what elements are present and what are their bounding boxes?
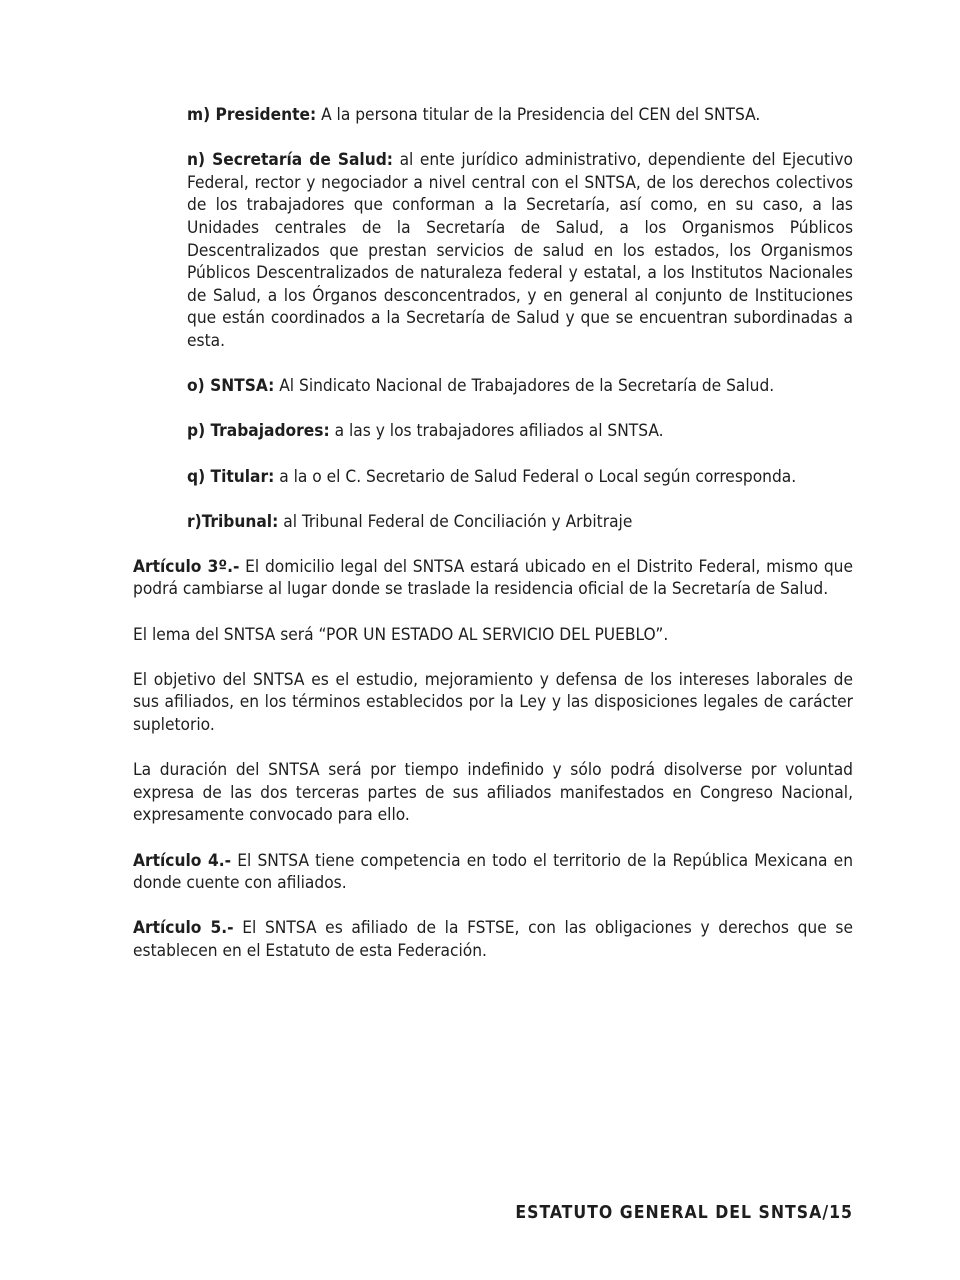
- article-text: El SNTSA tiene competencia en todo el territorio de la República Mexicana en donde cuente con afiliados.: [133, 850, 853, 894]
- definition-p: [133, 420, 853, 443]
- definition-term: r)Tribunal:: [187, 511, 279, 532]
- definition-term: o) SNTSA:: [187, 376, 275, 397]
- definition-n: [133, 149, 853, 352]
- definition-text: Al Sindicato Nacional de Trabajadores de la Secretaría de Salud.: [279, 376, 775, 397]
- article-3: [133, 556, 853, 601]
- definition-text: al ente jurídico administrativo, dependiente del Ejecutivo Federal, rector y negociador a nivel central con el SNTSA, de los derechos colectivos de los trabajadores que conforman a la Secretaría, así como, en su caso, a las Unidades centrales de la Secretaría de Salud, a los Organismos Públicos Descentralizados que prestan servicios de salud en los estados, los Organismos Públicos Descentralizados de naturaleza federal y estatal, a los Institutos Nacionales de Salud, a los Órganos desconcentrados, y en general al conjunto de Instituciones que están coordinados a la Secretaría de Salud y que se encuentran subordinadas a esta.: [187, 150, 853, 351]
- definition-text: A la persona titular de la Presidencia del CEN del SNTSA.: [321, 105, 761, 125]
- definition-m: [133, 104, 853, 127]
- article-heading: Artículo 4.-: [133, 850, 232, 871]
- article-heading: Artículo 3º.-: [133, 556, 240, 577]
- definition-text: a las y los trabajadores afiliados al SNTSA.: [334, 421, 664, 442]
- article-text: El domicilio legal del SNTSA estará ubicado en el Distrito Federal, mismo que podrá cambiarse al lugar donde se traslade la residencia oficial de la Secretaría de Salud.: [133, 556, 853, 600]
- definition-term: m) Presidente:: [187, 105, 317, 125]
- article-3-objective: El objetivo del SNTSA es el estudio, mejoramiento y defensa de los intereses laborales de sus afiliados, en los términos establecidos por la Ley y las disposiciones legales de carácter supletorio.: [133, 669, 853, 736]
- article-5: [133, 917, 853, 962]
- definition-term: n) Secretaría de Salud:: [187, 150, 393, 171]
- page-footer: ESTATUTO GENERAL DEL SNTSA/15: [515, 1203, 853, 1223]
- article-text: El SNTSA es afiliado de la FSTSE, con las obligaciones y derechos que se establecen en el Estatuto de esta Federación.: [133, 918, 853, 961]
- definition-o: [133, 375, 853, 398]
- definition-r: [133, 511, 853, 534]
- article-3-motto: El lema del SNTSA será “POR UN ESTADO AL SERVICIO DEL PUEBLO”.: [133, 624, 669, 645]
- definition-term: q) Titular:: [187, 466, 275, 487]
- definition-q: [133, 466, 853, 489]
- article-4: [133, 850, 853, 895]
- definition-text: a la o el C. Secretario de Salud Federal o Local según corresponda.: [279, 466, 797, 487]
- definition-text: al Tribunal Federal de Conciliación y Arbitraje: [283, 511, 633, 532]
- article-heading: Artículo 5.-: [133, 918, 234, 939]
- definition-term: p) Trabajadores:: [187, 421, 330, 442]
- page-body: [133, 104, 853, 985]
- article-3-duration: La duración del SNTSA será por tiempo indefinido y sólo podrá disolverse por voluntad expresa de las dos terceras partes de sus afiliados manifestados en Congreso Nacional, expresamente convocado para ello.: [133, 760, 853, 826]
